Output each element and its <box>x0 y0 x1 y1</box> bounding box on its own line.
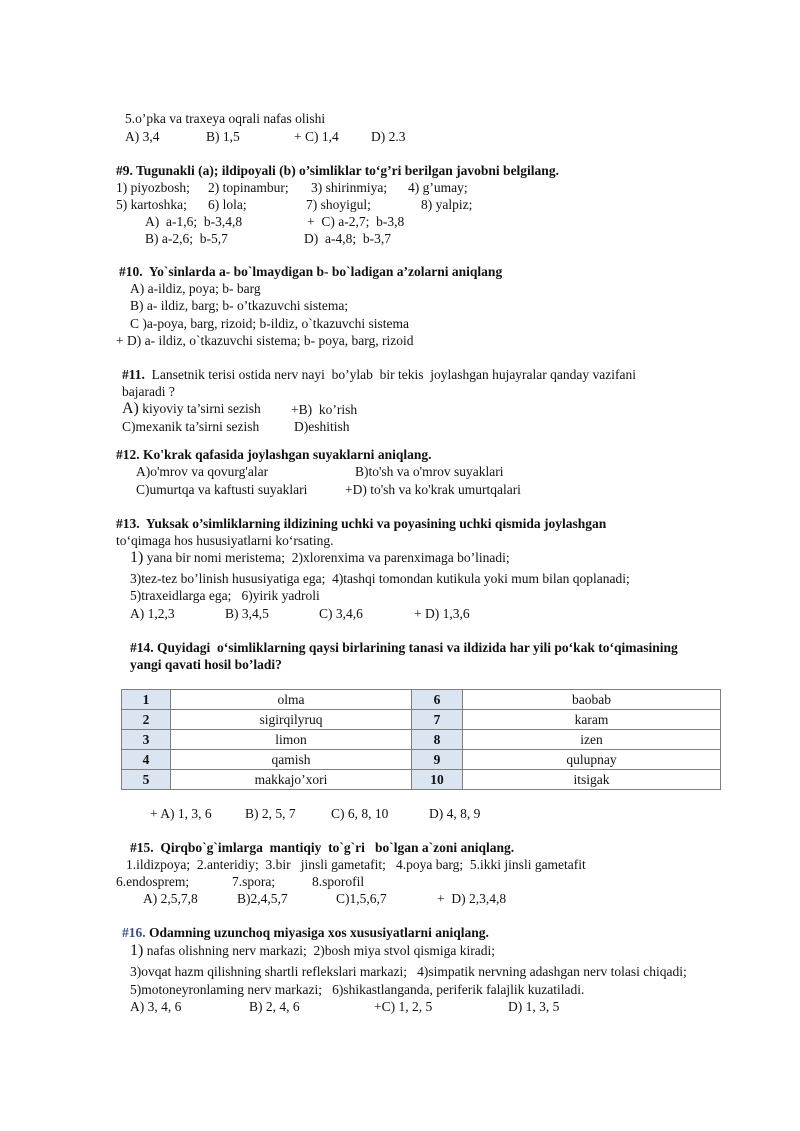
q9-answer-b: B) a-2,6; b-5,7 <box>145 231 228 246</box>
q15-answer-a: A) 2,5,7,8 <box>143 891 198 906</box>
q13-answer-d: + D) 1,3,6 <box>414 606 470 621</box>
q11-question-cont: bajaradi ? <box>122 384 175 399</box>
q9-option: 3) shirinmiya; <box>311 180 388 195</box>
q13-option-line: 3)tez-tez bo’linish hususiyatiga ega; 4)tashqi tomondan kutikula yoki mum bilan qoplanadi; <box>130 571 630 586</box>
q14-answer-a: + A) 1, 3, 6 <box>150 806 212 821</box>
q15-option: 6.endosprem; <box>116 874 190 889</box>
q15-option: 7.spora; <box>232 874 276 889</box>
q8-answer-a: A) 3,4 <box>125 129 160 144</box>
q13-answer-b: B) 3,4,5 <box>225 606 269 621</box>
q15-option-line: 1.ildizpoya; 2.anteridiy; 3.bir jinsli gametafit; 4.poya barg; 5.ikki jinsli gametafit <box>126 857 586 872</box>
plant-number: 2 <box>122 710 171 730</box>
q16-option-line <box>130 943 495 959</box>
plant-name: olma <box>171 690 412 710</box>
q11-answer-a-text: kiyoviy ta’sirni sezish <box>142 401 261 416</box>
q13-answer-a: A) 1,2,3 <box>130 606 175 621</box>
q12-title: #12. Ko'krak qafasida joylashgan suyaklarni aniqlang. <box>116 447 432 462</box>
q14-title-cont: yangi qavati hosil bo’ladi? <box>130 657 282 672</box>
q9-answer-c: + C) a-2,7; b-3,8 <box>307 214 405 229</box>
q16-answer-b: B) 2, 4, 6 <box>249 999 300 1014</box>
q13-option-text: yana bir nomi meristema; 2)xlorenxima va parenximaga bo’linadi; <box>146 550 510 565</box>
q9-option: 5) kartoshka; <box>116 197 187 212</box>
q14-title: #14. Quyidagi o‘simliklarning qaysi birlarining tanasi va ildizida har yili po‘kak to‘qimasining <box>130 640 678 655</box>
q9-answer-a: A) a-1,6; b-3,4,8 <box>145 214 243 229</box>
q13-option-line <box>130 550 510 566</box>
q8-answer-d: D) 2.3 <box>371 129 406 144</box>
q8-option-line: 5.o’pka va traxeya oqrali nafas olishi <box>125 111 326 126</box>
q10-title: #10. Yo`sinlarda a- bo`lmaydigan b- bo`ladigan a’zolarni aniqlang <box>119 264 503 279</box>
q9-option: 8) yalpiz; <box>421 197 473 212</box>
q11-answer-b: +B) ko’rish <box>291 402 358 417</box>
q12-answer-a: A)o'mrov va qovurg'alar <box>136 464 269 479</box>
q11-answer-c: C)mexanik ta’sirni sezish <box>122 419 260 434</box>
q16-option-line: 5)motoneyronlaming nerv markazi; 6)shikastlanganda, periferik falajlik kuzatiladi. <box>130 982 585 997</box>
q13-option-number: 1) <box>130 549 144 566</box>
q16-answer-a: A) 3, 4, 6 <box>130 999 182 1014</box>
q11-question: Lansetnik terisi ostida nerv nayi bo’ylab bir tekis joylashgan hujayralar qanday vazifani <box>151 367 636 382</box>
q11-answer-a <box>122 401 261 417</box>
table-row <box>122 690 721 710</box>
plant-number: 8 <box>412 730 463 750</box>
q16-option-line: 3)ovqat hazm qilishning shartli reflekslari markazi; 4)simpatik nervning adashgan nerv tolasi chiqadi; <box>130 964 687 979</box>
table-row <box>122 750 721 770</box>
q15-answer-c: C)1,5,6,7 <box>336 891 387 906</box>
plant-number: 5 <box>122 770 171 790</box>
q9-option: 2) topinambur; <box>208 180 289 195</box>
q13-title-cont: to‘qimaga hos hususiyatlarni ko‘rsating. <box>116 533 334 548</box>
q13-answer-c: C) 3,4,6 <box>319 606 363 621</box>
plant-number: 10 <box>412 770 463 790</box>
plant-name: karam <box>463 710 721 730</box>
plant-name: sigirqilyruq <box>171 710 412 730</box>
q11-number: #11. <box>122 367 145 382</box>
q13-title: #13. Yuksak o’simliklarning ildizining uchki va poyasining uchki qismida joylashgan <box>116 516 607 531</box>
q8-answer-b: B) 1,5 <box>206 129 240 144</box>
plant-name: izen <box>463 730 721 750</box>
table-row <box>122 770 721 790</box>
q16-answer-c: +C) 1, 2, 5 <box>374 999 433 1014</box>
q16-option-text: nafas olishning nerv markazi; 2)bosh miya stvol qismiga kiradi; <box>146 943 496 958</box>
plant-number: 4 <box>122 750 171 770</box>
q16-answer-d: D) 1, 3, 5 <box>508 999 560 1014</box>
q9-option: 1) piyozbosh; <box>116 180 190 195</box>
plant-number: 1 <box>122 690 171 710</box>
plant-number: 7 <box>412 710 463 730</box>
plant-name: makkajo’xori <box>171 770 412 790</box>
plant-name: qamish <box>171 750 412 770</box>
q9-option: 4) g’umay; <box>408 180 468 195</box>
q13-option-line: 5)traxeidlarga ega; 6)yirik yadroli <box>130 588 320 603</box>
q16-option-number: 1) <box>130 942 144 959</box>
q11-answer-d: D)eshitish <box>294 419 350 434</box>
plant-name: qulupnay <box>463 750 721 770</box>
table-row <box>122 730 721 750</box>
plant-name: baobab <box>463 690 721 710</box>
q14-answer-d: D) 4, 8, 9 <box>429 806 481 821</box>
q10-answer-d: + D) a- ildiz, o`tkazuvchi sistema; b- poya, barg, rizoid <box>116 333 414 348</box>
q8-answer-c: + C) 1,4 <box>294 129 339 144</box>
q11-answer-a-letter: A) <box>122 400 139 417</box>
q16-title: Odamning uzunchoq miyasiga xos xususiyatlarni aniqlang. <box>149 925 489 940</box>
q9-option: 7) shoyigul; <box>306 197 371 212</box>
q14-answer-b: B) 2, 5, 7 <box>245 806 296 821</box>
plant-name: limon <box>171 730 412 750</box>
q10-answer-a: A) a-ildiz, poya; b- barg <box>130 281 261 296</box>
q11-text <box>122 367 636 383</box>
table-row <box>122 710 721 730</box>
q10-answer-c: C )a-poya, barg, rizoid; b-ildiz, o`tkazuvchi sistema <box>130 316 410 331</box>
q9-title: #9. Tugunakli (a); ildipoyali (b) o’simliklar to‘g’ri berilgan javobni belgilang. <box>116 163 559 178</box>
q9-option: 6) lola; <box>208 197 247 212</box>
plant-name: itsigak <box>463 770 721 790</box>
q15-title: #15. Qirqbo`g`imlarga mantiqiy to`g`ri bo`lgan a`zoni aniqlang. <box>130 840 515 855</box>
q10-answer-b: B) a- ildiz, barg; b- o’tkazuvchi sistema; <box>130 298 349 313</box>
q14-answer-c: C) 6, 8, 10 <box>331 806 389 821</box>
q12-answer-d: +D) to'sh va ko'krak umurtqalari <box>345 482 521 497</box>
q14-plants-table <box>121 689 721 790</box>
q15-option: 8.sporofil <box>312 874 365 889</box>
q16-number: #16. <box>122 925 146 940</box>
q12-answer-b: B)to'sh va o'mrov suyaklari <box>355 464 504 479</box>
q12-answer-c: C)umurtqa va kaftusti suyaklari <box>136 482 308 497</box>
q15-answer-d: + D) 2,3,4,8 <box>437 891 507 906</box>
q15-answer-b: B)2,4,5,7 <box>237 891 288 906</box>
plant-number: 9 <box>412 750 463 770</box>
plant-number: 6 <box>412 690 463 710</box>
q16-title-line <box>122 925 489 941</box>
plant-number: 3 <box>122 730 171 750</box>
q9-answer-d: D) a-4,8; b-3,7 <box>304 231 391 246</box>
